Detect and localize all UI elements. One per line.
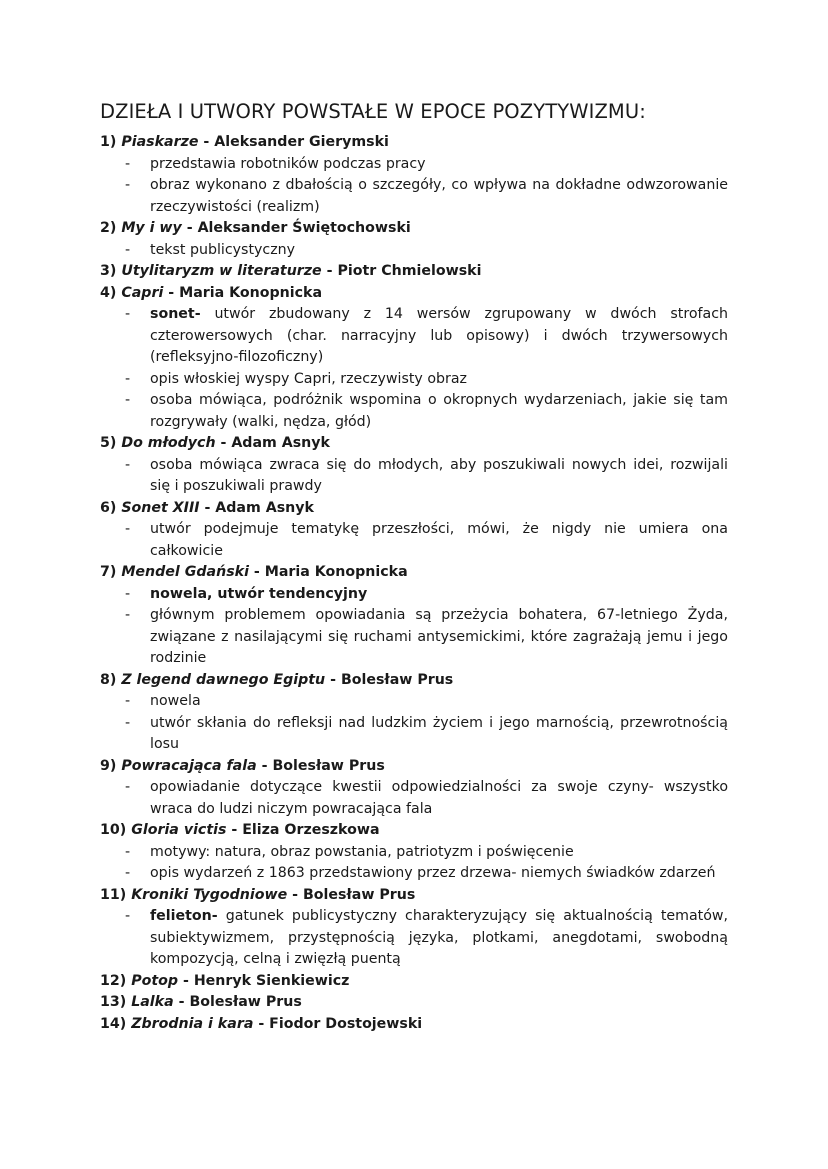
work-separator: - [199,499,216,516]
work-item [100,498,728,563]
bullet-text: opowiadanie dotyczące kwestii odpowiedzialności za swoje czyny- wszystko wraca do ludzi niczym powracająca fala [150,779,728,817]
work-number: 1) [100,134,117,150]
bullet-text: utwór skłania do refleksji nad ludzkim życiem i jego marnością, przewrotnością losu [150,714,728,752]
work-separator: - [321,263,338,279]
work-title: Do młodych [121,435,216,451]
work-number: 4) [100,284,117,301]
bullet-text: opis wydarzeń z 1863 przedstawiony przez drzewa- niemych świadków zdarzeń [150,865,716,881]
work-title: Sonet XIII [121,499,200,516]
bullet-term: sonet- [150,306,201,322]
bullet-item [100,519,728,562]
work-item [100,283,728,434]
work-author: Aleksander Gierymski [214,134,389,150]
dash-marker: - [125,392,131,408]
bullet-text: utwór zbudowany z 14 wersów zgrupowany w dwóch strofach czterowersowych (char. narracyjny lub opisowy) i dwóch trzywersowych (refleksyjno-filozoficzny) [150,306,728,365]
work-separator: - [256,757,273,774]
work-item [100,756,728,821]
dash-marker: - [125,177,131,193]
bullet-item [100,240,728,262]
work-separator: - [198,134,215,150]
bullet-item [100,863,728,885]
work-item [100,820,728,885]
bullet-list [100,691,728,756]
work-author: Eliza Orzeszkowa [242,822,380,838]
work-separator: - [181,220,198,236]
bullet-item [100,390,728,433]
work-separator: - [178,972,194,989]
bullet-item [100,605,728,670]
bullet-item [100,842,728,864]
bullet-text: tekst publicystyczny [150,241,296,258]
bullet-text: motywy: natura, obraz powstania, patriotyzm i poświęcenie [150,843,574,860]
work-title: Powracająca fala [121,757,257,774]
work-heading [100,132,728,154]
bullet-term: nowela, utwór tendencyjny [150,585,368,602]
work-item [100,992,728,1014]
dash-marker: - [125,843,131,860]
dash-marker: - [125,865,131,881]
dash-marker: - [125,155,131,172]
dash-marker: - [125,456,131,473]
work-author: Bolesław Prus [189,994,302,1010]
work-number: 8) [100,671,117,688]
bullet-item [100,175,728,218]
work-separator: - [325,671,341,688]
bullet-text: nowela [150,693,201,709]
bullet-item [100,455,728,498]
bullet-list [100,842,728,885]
document-page [100,98,728,1035]
dash-marker: - [125,241,131,258]
work-heading [100,885,728,907]
work-item [100,132,728,218]
work-author: Maria Konopnicka [264,564,408,580]
bullet-text: utwór podejmuje tematykę przeszłości, mówi, że nigdy nie umiera ona całkowicie [150,521,728,559]
bullet-item [100,906,728,971]
work-heading [100,971,728,993]
bullet-item [100,584,728,606]
work-item [100,433,728,498]
work-title: Capri [121,284,164,301]
work-author: Bolesław Prus [272,757,385,774]
work-title: My i wy [121,220,182,236]
bullet-item [100,777,728,820]
work-separator: - [253,1015,270,1032]
work-title: Kroniki Tygodniowe [131,886,288,903]
bullet-list [100,777,728,820]
work-item [100,562,728,670]
work-number: 2) [100,220,117,236]
work-author: Bolesław Prus [302,886,416,903]
work-title: Lalka [131,994,174,1010]
bullet-text: gatunek publicystyczny charakteryzujący się aktualnością tematów, subiektywizmem, przystępnością języka, plotkami, anegdotami, swobodną kompozycją, celną i zwięzłą puentą [150,908,728,967]
work-number: 3) [100,263,117,279]
work-heading [100,756,728,778]
work-item [100,261,728,283]
dash-marker: - [125,714,131,731]
bullet-list [100,304,728,433]
dash-marker: - [125,585,131,602]
work-heading [100,218,728,240]
bullet-list [100,240,728,262]
work-author: Aleksander Świętochowski [197,220,411,236]
work-separator: - [215,435,232,451]
work-author: Henryk Sienkiewicz [193,972,350,989]
work-number: 12) [100,972,127,989]
work-title: Z legend dawnego Egiptu [121,671,326,688]
work-number: 6) [100,499,117,516]
dash-marker: - [125,306,131,322]
work-number: 11) [100,886,127,903]
dash-marker: - [125,370,131,387]
work-heading [100,992,728,1014]
work-heading [100,498,728,520]
page-title: DZIEŁA I UTWORY POWSTAŁE W EPOCE POZYTYWIZMU: [100,100,646,123]
work-title: Potop [131,972,179,989]
work-author: Fiodor Dostojewski [269,1015,423,1032]
work-item [100,971,728,993]
work-number: 14) [100,1015,127,1032]
work-heading [100,820,728,842]
work-author: Piotr Chmielowski [337,263,482,279]
work-heading [100,1014,728,1036]
work-item [100,218,728,261]
bullet-list [100,154,728,219]
work-item [100,670,728,756]
dash-marker: - [125,521,131,537]
bullet-text: osoba mówiąca zwraca się do młodych, aby poszukiwali nowych idei, rozwijali się i poszukiwali prawdy [150,456,728,494]
work-separator: - [173,994,190,1010]
work-heading [100,261,728,283]
bullet-item [100,713,728,756]
work-heading [100,562,728,584]
work-title: Zbrodnia i kara [131,1015,254,1032]
work-heading [100,670,728,692]
bullet-item [100,154,728,176]
work-number: 5) [100,435,117,451]
bullet-item [100,691,728,713]
bullet-list [100,584,728,670]
works-list [100,132,728,1035]
work-title: Utylitaryzm w literaturze [121,263,322,279]
dash-marker: - [125,607,131,623]
work-author: Maria Konopnicka [179,284,323,301]
dash-marker: - [125,908,131,924]
work-number: 7) [100,564,117,580]
work-item [100,1014,728,1036]
bullet-list [100,455,728,498]
work-author: Adam Asnyk [215,499,314,516]
work-heading [100,433,728,455]
work-separator: - [248,564,265,580]
work-author: Bolesław Prus [340,671,454,688]
bullet-item [100,369,728,391]
bullet-term: felieton- [150,908,218,924]
bullet-item [100,304,728,369]
work-number: 9) [100,757,117,774]
work-heading [100,283,728,305]
bullet-text: przedstawia robotników podczas pracy [150,155,426,172]
work-separator: - [287,886,303,903]
dash-marker: - [125,693,131,709]
work-number: 13) [100,994,127,1010]
work-title: Mendel Gdański [121,564,249,580]
bullet-list [100,519,728,562]
work-item [100,885,728,971]
bullet-text: opis włoskiej wyspy Capri, rzeczywisty obraz [150,370,467,387]
bullet-list [100,906,728,971]
dash-marker: - [125,779,131,795]
bullet-text: obraz wykonano z dbałością o szczegóły, co wpływa na dokładne odwzorowanie rzeczywistości (realizm) [150,177,728,215]
bullet-text: głównym problemem opowiadania są przeżycia bohatera, 67-letniego Żyda, związane z nasilającymi się ruchami antysemickimi, które zagrażają jemu i jego rodzinie [150,607,728,666]
work-number: 10) [100,822,127,838]
work-title: Piaskarze [121,134,199,150]
work-separator: - [163,284,180,301]
work-title: Gloria victis [131,822,227,838]
work-author: Adam Asnyk [231,435,330,451]
work-separator: - [226,822,243,838]
bullet-text: osoba mówiąca, podróżnik wspomina o okropnych wydarzeniach, jakie się tam rozgrywały (walki, nędza, głód) [150,392,728,430]
